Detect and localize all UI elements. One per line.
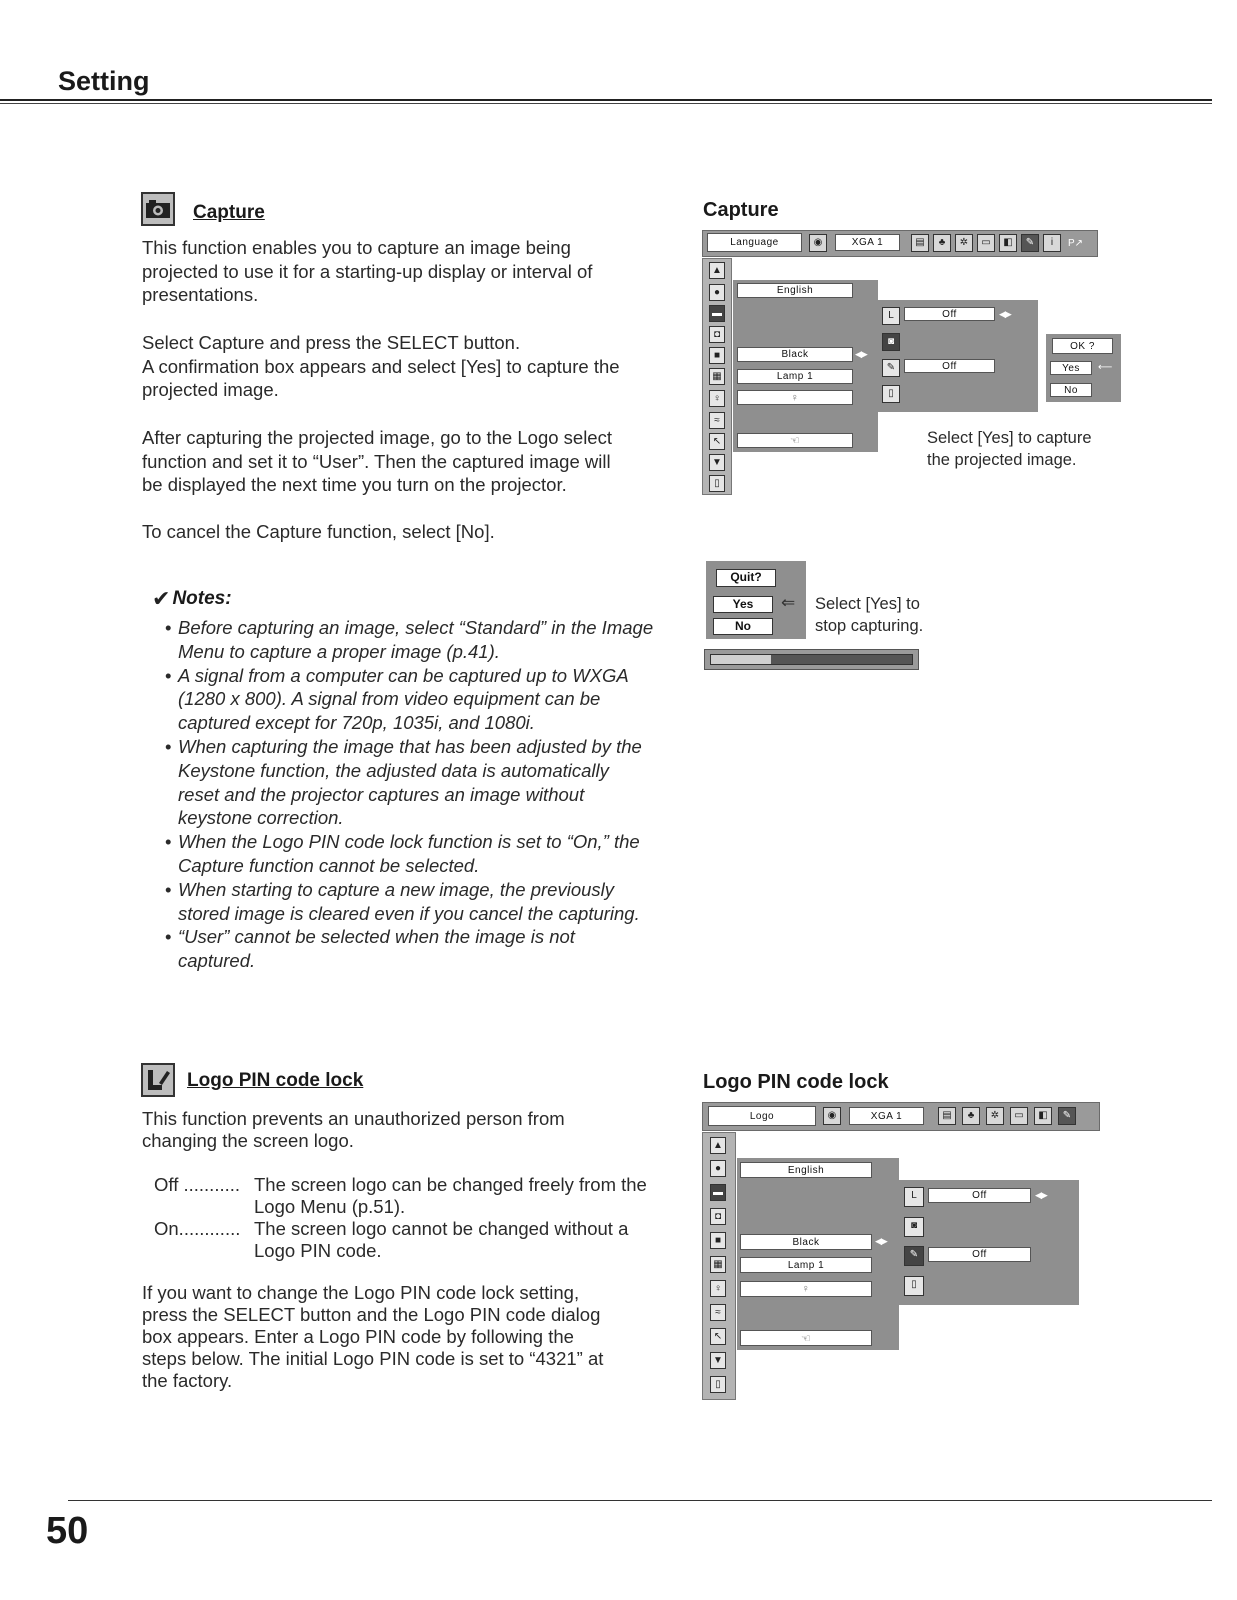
scroll-up-icon: ▲: [709, 262, 725, 279]
screen-icon: ▭: [1010, 1107, 1028, 1125]
option-on-term: On............: [154, 1218, 241, 1239]
capture-heading: Capture: [193, 202, 265, 223]
logo-pin-intro: This function prevents an unauthorized person from changing the screen logo.: [142, 1108, 565, 1151]
pointer-hand-icon: ☜: [737, 433, 853, 448]
image-select-icon: ♣: [962, 1107, 980, 1125]
note-item: • Before capturing an image, select “Standard” in the Image Menu to capture a proper image (p.41).: [165, 616, 655, 664]
osd-input-label: XGA 1: [849, 1107, 924, 1125]
logo-select-icon: L: [882, 307, 900, 325]
osd-field-language: English: [740, 1162, 872, 1178]
capture-caption: Select [Yes] to capture the projected image.: [927, 429, 1092, 469]
capture-select-icon: ◙: [882, 333, 900, 351]
capture-paragraph-2: Select Capture and press the SELECT button. A confirmation box appears and select [Yes] to capture the projected image.: [142, 332, 620, 401]
osd-main-panel: [733, 280, 878, 452]
capture-paragraph-4: To cancel the Capture function, select [No].: [142, 521, 495, 542]
note-item: • When capturing the image that has been adjusted by the Keystone function, the adjusted data is automatically reset and the projector captures an image without keystone correction.: [165, 735, 655, 830]
option-off: [154, 1174, 654, 1218]
capture-progress-frame: [704, 649, 919, 670]
lamp-control-icon: ♀: [709, 390, 725, 407]
quit-question: Quit?: [716, 569, 776, 587]
footer-rule: [68, 1500, 1212, 1501]
input-icon: ◉: [823, 1107, 841, 1125]
arrow-left-icon: ⇐: [781, 593, 796, 612]
language-icon: ●: [709, 284, 725, 301]
logo-icon: ▬: [710, 1184, 726, 1201]
osd-sub-field-logo-select: Off: [928, 1188, 1031, 1203]
adjust-arrows-icon: ◀▶: [875, 1236, 887, 1246]
option-on: [154, 1218, 654, 1262]
input-icon: ◉: [809, 234, 827, 252]
lamp-icon: ▦: [709, 368, 725, 385]
adjust-arrows-icon: ◀▶: [855, 349, 867, 359]
lamp-control-icon: ♀: [710, 1280, 726, 1297]
osd-main-panel: [737, 1158, 899, 1350]
quit-yes-option: Yes: [713, 596, 773, 613]
info-icon: i: [1043, 234, 1061, 252]
background-icon: ◘: [709, 326, 725, 343]
note-item: • “User” cannot be selected when the image is not captured.: [165, 925, 655, 973]
logo-pin-options: [154, 1174, 654, 1262]
logo-icon: ▬: [709, 305, 725, 322]
header-rule: [0, 99, 1212, 101]
option-off-term: Off ...........: [154, 1174, 241, 1195]
scroll-down-icon: ▼: [710, 1352, 726, 1369]
capture-progress-track: [710, 654, 913, 665]
language-icon: ●: [710, 1160, 726, 1177]
osd-field-lamp: Lamp 1: [740, 1257, 872, 1273]
logo-pin-icon: ✎: [904, 1246, 924, 1266]
sub-exit-icon: ▯: [904, 1276, 924, 1296]
exit-icon: ▯: [709, 475, 725, 492]
osd-field-background: Black: [740, 1234, 872, 1250]
image-select-icon: ♣: [933, 234, 951, 252]
osd-field-language: English: [737, 283, 853, 298]
page-number: 50: [46, 1510, 89, 1552]
logo-pin-paragraph: If you want to change the Logo PIN code lock setting, press the SELECT button and the Logo PIN code dialog box appears. Enter a Logo PIN code by following the steps below. The initial Logo PIN code is set to “4321” at the factory.: [142, 1282, 604, 1391]
camera-icon: [141, 192, 175, 226]
option-on-desc: The screen logo cannot be changed without a Logo PIN code.: [254, 1218, 629, 1261]
sub-adjust-arrows-icon: ◀▶: [1035, 1190, 1047, 1200]
capture-figure-title: Capture: [703, 199, 779, 221]
logo-select-icon: L: [904, 1187, 924, 1207]
osd-sub-field-logo-pin: Off: [904, 359, 995, 373]
network-icon: P↗: [1068, 238, 1084, 249]
lamp-icon: ▦: [710, 1256, 726, 1273]
select-pointer-icon: ⟵: [1098, 362, 1112, 373]
setting-icon: ✎: [1058, 1107, 1076, 1125]
notes-list: [165, 616, 655, 973]
capture-paragraph-3: After capturing the projected image, go to the Logo select function and set it to “User”. Then the captured image will be displayed the next time you turn on the projector.: [142, 427, 612, 496]
pointer-icon: ↖: [709, 433, 725, 450]
logo-pin-icon: ✎: [882, 359, 900, 377]
logo-pin-figure-title: Logo PIN code lock: [703, 1071, 889, 1093]
note-item: • A signal from a computer can be captured up to WXGA (1280 x 800). A signal from video equipment can be captured except for 720p, 1035i, and 1080i.: [165, 664, 655, 735]
sound-icon: ◧: [1034, 1107, 1052, 1125]
osd-input-label: XGA 1: [835, 234, 900, 251]
setting-icon: ✎: [1021, 234, 1039, 252]
sound-icon: ◧: [999, 234, 1017, 252]
notes-title: Notes:: [172, 588, 232, 609]
background-icon: ◘: [710, 1208, 726, 1225]
quit-caption: Select [Yes] to stop capturing.: [815, 595, 924, 635]
display-icon: ■: [709, 347, 725, 364]
header-rule-thin: [0, 103, 1212, 104]
remote-icon: ≈: [710, 1304, 726, 1321]
lamp-bulb-icon: ♀: [740, 1281, 872, 1297]
capture-select-icon: ◙: [904, 1217, 924, 1237]
logo-pin-heading: Logo PIN code lock: [187, 1070, 364, 1091]
logo-lock-icon: [141, 1063, 175, 1097]
remote-icon: ≈: [709, 412, 725, 429]
capture-progress-fill: [711, 655, 771, 664]
sub-exit-icon: ▯: [882, 385, 900, 403]
pointer-icon: ↖: [710, 1328, 726, 1345]
notes-header: [152, 586, 232, 612]
image-adjust-icon: ✲: [955, 234, 973, 252]
sub-adjust-arrows-icon: ◀▶: [999, 309, 1011, 319]
osd-field-background: Black: [737, 347, 853, 362]
note-item: • When the Logo PIN code lock function is set to “On,” the Capture function cannot be selected.: [165, 830, 655, 878]
logo-pin-osd-menu: [702, 1102, 1102, 1402]
lamp-bulb-icon: ♀: [737, 390, 853, 405]
scroll-up-icon: ▲: [710, 1137, 726, 1154]
osd-top-label: Language: [707, 233, 802, 252]
confirm-question: OK ?: [1052, 338, 1113, 354]
confirm-yes-option: Yes: [1050, 361, 1092, 375]
osd-field-lamp: Lamp 1: [737, 369, 853, 384]
osd-sub-field-logo-pin: Off: [928, 1247, 1031, 1262]
osd-top-label: Logo: [708, 1106, 816, 1126]
checkmark-icon: ✔: [152, 586, 171, 611]
pc-adjust-icon: ▤: [911, 234, 929, 252]
pc-adjust-icon: ▤: [938, 1107, 956, 1125]
quit-no-option: No: [713, 618, 773, 635]
capture-paragraph-1: This function enables you to capture an image being projected to use it for a starting-up display or interval of presentations.: [142, 237, 593, 306]
note-item: • When starting to capture a new image, the previously stored image is cleared even if you cancel the capturing.: [165, 878, 655, 926]
confirm-no-option: No: [1050, 383, 1092, 397]
pointer-hand-icon: ☜: [740, 1330, 872, 1346]
page-title: Setting: [58, 66, 150, 96]
scroll-down-icon: ▼: [709, 454, 725, 471]
display-icon: ■: [710, 1232, 726, 1249]
osd-sub-field-logo-select: Off: [904, 307, 995, 321]
screen-icon: ▭: [977, 234, 995, 252]
option-off-desc: The screen logo can be changed freely from the Logo Menu (p.51).: [254, 1174, 647, 1217]
exit-icon: ▯: [710, 1376, 726, 1393]
image-adjust-icon: ✲: [986, 1107, 1004, 1125]
